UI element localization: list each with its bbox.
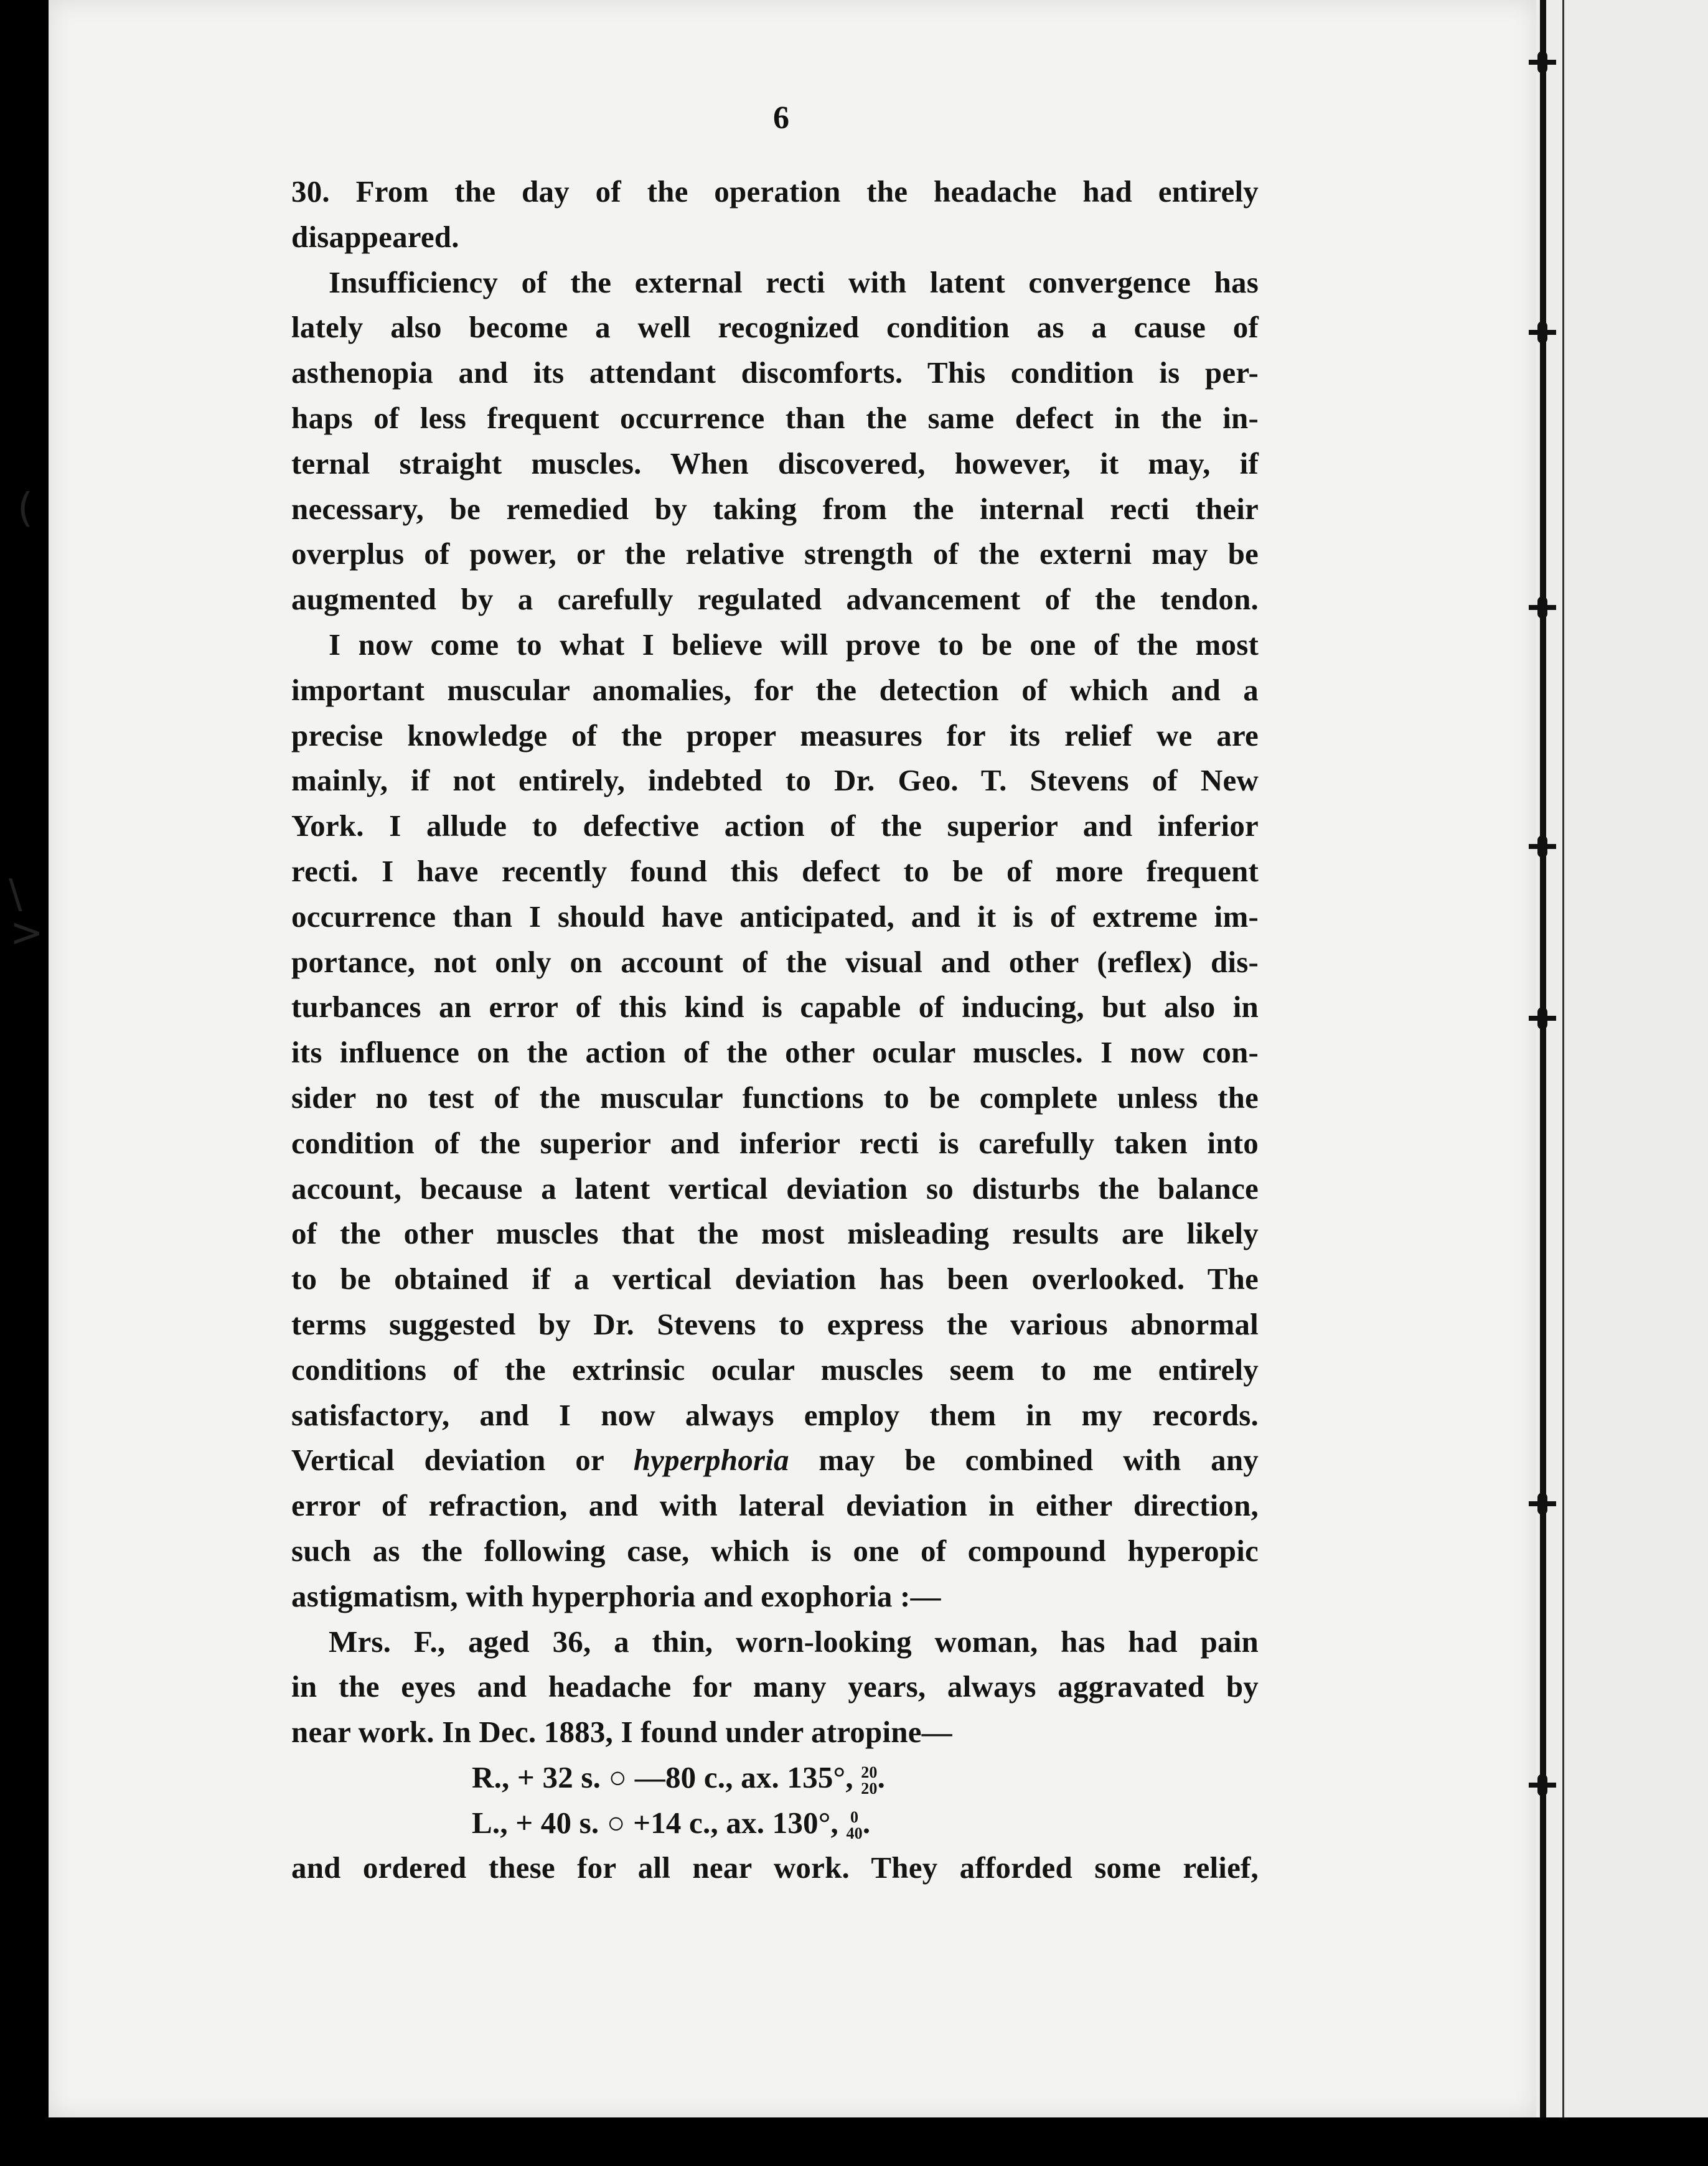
text-line: ternal straight muscles. When discovered, however, it may, if	[291, 446, 1259, 481]
binding-rule-secondary	[1562, 0, 1564, 2166]
text-segment: may be combined with any	[789, 1443, 1259, 1478]
text-line: York. I allude to defective action of the superior and inferior	[291, 809, 1259, 843]
text-line: I now come to what I believe will prove to be one of the most	[329, 627, 1259, 662]
text-line: disappeared.	[291, 219, 459, 254]
text-line: such as the following case, which is one of compound hyperopic	[291, 1533, 1259, 1568]
text-line: occurrence than I should have anticipated, and it is of extreme im-	[291, 899, 1259, 934]
text-line: terms suggested by Dr. Stevens to express the various abnormal	[291, 1306, 1259, 1341]
text-line: augmented by a carefully regulated advancement of the tendon.	[291, 582, 1259, 617]
text-line: its influence on the action of the other ocular muscles. I now con-	[291, 1035, 1259, 1070]
italic-term: hyperphoria	[633, 1443, 789, 1478]
text-line: precise knowledge of the proper measures for its relief we are	[291, 718, 1259, 752]
text-line: and ordered these for all near work. They afforded some relief,	[291, 1850, 1259, 1885]
margin-mark: (	[17, 485, 33, 532]
binding-tick	[1529, 844, 1556, 849]
binding-tick	[1529, 60, 1556, 65]
text-line: to be obtained if a vertical deviation has been overlooked. The	[291, 1262, 1259, 1296]
binding-tick	[1529, 1783, 1556, 1788]
fraction-denominator: 40	[846, 1824, 863, 1843]
text-line: portance, not only on account of the visual and other (reflex) dis-	[291, 944, 1259, 979]
text-line: Mrs. F., aged 36, a thin, worn-looking woman, has had pain	[329, 1624, 1259, 1659]
formula-text: L., + 40 s. ○ +14 c., ax. 130°,	[472, 1805, 847, 1840]
binding-tick	[1529, 605, 1556, 610]
body-text	[291, 169, 1259, 1891]
text-line: account, because a latent vertical deviation so disturbs the balance	[291, 1171, 1259, 1206]
text-line: near work. In Dec. 1883, I found under atropine—	[291, 1715, 952, 1750]
text-line: turbances an error of this kind is capable of inducing, but also in	[291, 990, 1259, 1024]
fraction-denominator: 20	[861, 1779, 878, 1798]
acuity-fraction	[861, 1765, 877, 1797]
prescription-right-eye	[291, 1755, 1259, 1801]
formula-text: R., + 32 s. ○ —80 c., ax. 135°,	[472, 1760, 861, 1794]
text-line: haps of less frequent occurrence than the same defect in the in-	[291, 400, 1259, 435]
text-line: necessary, be remedied by taking from the internal recti their	[291, 491, 1259, 526]
text-line: error of refraction, and with lateral deviation in either direction,	[291, 1488, 1259, 1523]
scan-bottom-band	[0, 2117, 1708, 2166]
binding-tick	[1529, 1016, 1556, 1021]
text-line: 30. From the day of the operation the headache had entirely	[291, 174, 1259, 209]
page-number: 6	[773, 100, 789, 136]
text-line: overplus of power, or the relative strength of the externi may be	[291, 537, 1259, 571]
formula-tail: .	[877, 1760, 886, 1794]
fraction-numerator: 0	[850, 1808, 859, 1827]
text-line: lately also become a well recognized condition as a cause of	[291, 310, 1259, 345]
text-line: condition of the superior and inferior recti is carefully taken into	[291, 1125, 1259, 1160]
text-line: sider no test of the muscular functions to be complete unless the	[291, 1080, 1259, 1115]
margin-mark: \	[9, 871, 22, 917]
fraction-numerator: 20	[861, 1763, 878, 1781]
text-line: in the eyes and headache for many years, always aggravated by	[291, 1669, 1259, 1704]
text-line: astigmatism, with hyperphoria and exophoria :—	[291, 1578, 941, 1613]
text-line: asthenopia and its attendant discomforts. This condition is per-	[291, 355, 1259, 390]
text-line-hyperphoria	[291, 1438, 1259, 1483]
text-line: of the other muscles that the most misleading results are likely	[291, 1216, 1259, 1251]
text-line: Insufficiency of the external recti with latent convergence has	[329, 265, 1259, 299]
text-segment: Vertical deviation or	[291, 1443, 634, 1478]
text-line: satisfactory, and I now always employ them in my records.	[291, 1397, 1259, 1432]
prescription-left-eye	[291, 1801, 1259, 1846]
binding-tick	[1529, 1501, 1556, 1506]
margin-mark: >	[10, 910, 44, 956]
text-line: conditions of the extrinsic ocular muscles seem to me entirely	[291, 1352, 1259, 1387]
binding-tick	[1529, 330, 1556, 335]
formula-tail: .	[862, 1805, 871, 1840]
text-line: important muscular anomalies, for the detection of which and a	[291, 672, 1259, 707]
acuity-fraction	[846, 1809, 862, 1842]
text-line: mainly, if not entirely, indebted to Dr. Geo. T. Stevens of New	[291, 763, 1259, 798]
text-line: recti. I have recently found this defect to be of more frequent	[291, 853, 1259, 888]
